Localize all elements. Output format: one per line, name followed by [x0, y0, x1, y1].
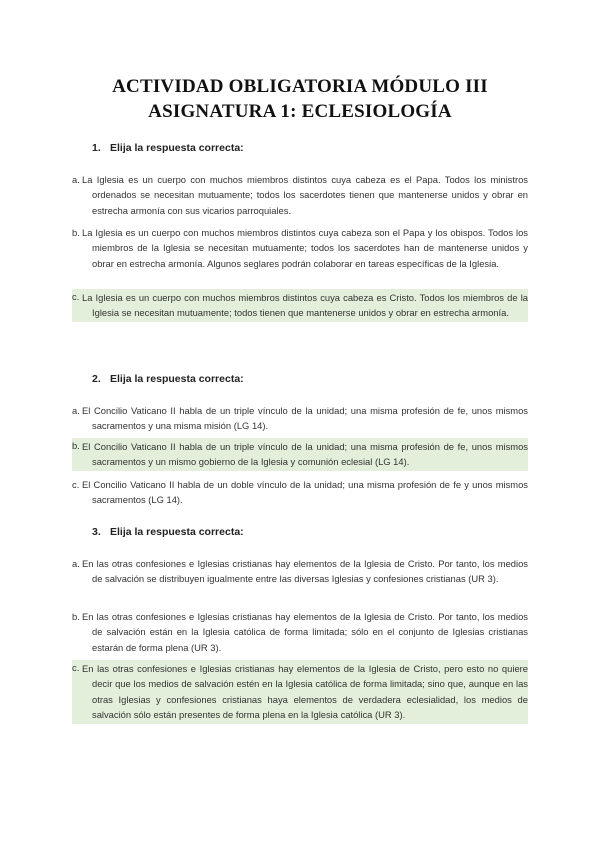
option-letter: a. — [72, 405, 80, 416]
question-number: 1. — [92, 142, 101, 154]
question-3-option-a[interactable] — [72, 556, 528, 587]
question-3-heading — [92, 526, 244, 538]
option-letter: c. — [72, 291, 80, 302]
question-1-option-c-correct[interactable] — [72, 289, 528, 322]
option-letter: b. — [72, 440, 80, 451]
option-letter: b. — [72, 611, 80, 622]
question-2-option-b-correct[interactable] — [72, 438, 528, 471]
question-prompt: Elija la respuesta correcta: — [110, 373, 244, 385]
question-number: 2. — [92, 373, 101, 385]
option-text: El Concilio Vaticano II habla de un doble vínculo de la unidad; una misma profesión de fe y unos mismos sacramentos (LG 14). — [82, 479, 528, 506]
question-1-option-a[interactable] — [72, 172, 528, 218]
option-letter: b. — [72, 227, 80, 238]
option-letter: a. — [72, 558, 80, 569]
document-title-line-2: ASIGNATURA 1: ECLESIOLOGÍA — [148, 101, 452, 122]
option-text: En las otras confesiones e Iglesias cristianas hay elementos de la Iglesia de Cristo. Por tanto, los medios de salvación están en la Iglesia católica de forma limitada; sólo en el conjunto de Iglesias cristianas estarán de forma plena (UR 3). — [82, 611, 528, 653]
option-letter: a. — [72, 174, 80, 185]
option-text: En las otras confesiones e Iglesias cristianas hay elementos de la Iglesia de Cristo. Por tanto, los medios de salvación se distribuyen igualmente entre las diversas Iglesias y confesiones cristianas (UR 3). — [82, 558, 528, 585]
document-title-line-1: ACTIVIDAD OBLIGATORIA MÓDULO III — [112, 76, 488, 97]
option-letter: c. — [72, 662, 80, 673]
question-1-option-b[interactable] — [72, 225, 528, 271]
option-text: El Concilio Vaticano II habla de un triple vínculo de la unidad; una misma profesión de fe, unos mismos sacramentos y una misma misión (LG 14). — [82, 405, 528, 432]
question-2-heading — [92, 373, 244, 385]
question-number: 3. — [92, 526, 101, 538]
question-2-option-a[interactable] — [72, 403, 528, 434]
option-letter: c. — [72, 479, 80, 490]
option-text: En las otras confesiones e Iglesias cristianas hay elementos de la Iglesia de Cristo, pero esto no quiere decir que los medios de salvación estén en la Iglesia católica de forma limitada; sino que, aunque en las otras Iglesias y confesiones cristianas haya elementos de verdadera eclesialidad, los medios de salvación sólo están presentes de forma plena en la Iglesia católica (UR 3). — [82, 663, 528, 721]
question-3-option-b[interactable] — [72, 609, 528, 655]
option-text: La Iglesia es un cuerpo con muchos miembros distintos cuya cabeza son el Papa y los obispos. Todos los miembros de la Iglesia se necesitan mutuamente; todos los sacerdotes han de mantenerse unidos y obrar en estrecha armonía. Algunos seglares podrán colaborar en tareas específicas de la Iglesia. — [82, 227, 528, 269]
option-text: La Iglesia es un cuerpo con muchos miembros distintos cuya cabeza es el Papa. Todos los ministros ordenados se necesitan mutuamente; todos los sacerdotes tienen que mantenerse unidos y obrar en estrecha armonía con sus vicarios parroquiales. — [82, 174, 528, 216]
option-text: La Iglesia es un cuerpo con muchos miembros distintos cuya cabeza es Cristo. Todos los miembros de la Iglesia se necesitan mutuamente; todos tienen que mantenerse unidos y obrar en estrecha armonía. — [82, 292, 528, 319]
option-text: El Concilio Vaticano II habla de un triple vínculo de la unidad; una misma profesión de fe, unos mismos sacramentos y un mismo gobierno de la Iglesia y comunión eclesial (LG 14). — [82, 441, 528, 468]
question-1-heading — [92, 142, 244, 154]
question-3-option-c-correct[interactable] — [72, 660, 528, 724]
question-prompt: Elija la respuesta correcta: — [110, 142, 244, 154]
question-prompt: Elija la respuesta correcta: — [110, 526, 244, 538]
question-2-option-c[interactable] — [72, 477, 528, 508]
